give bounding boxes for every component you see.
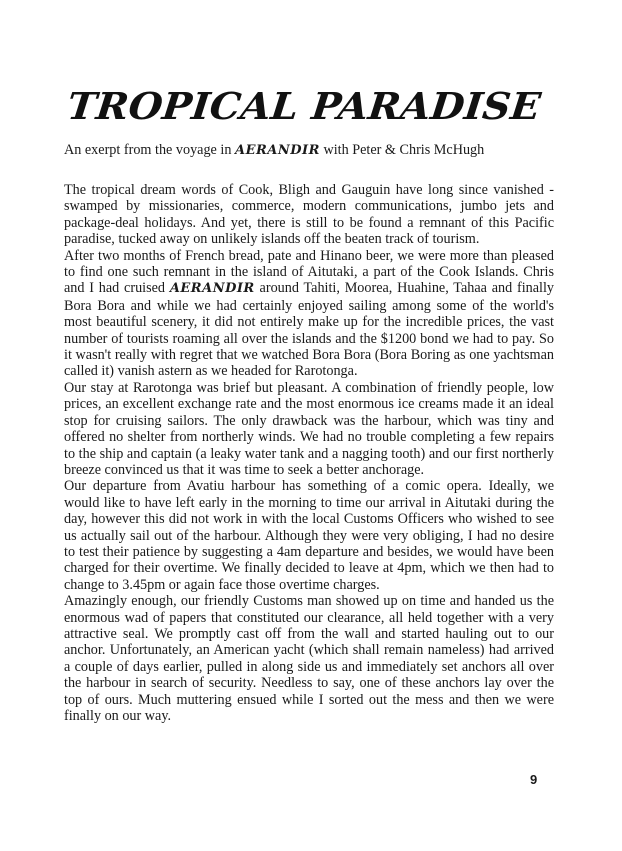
paragraph-text: Our stay at Rarotonga was brief but pleasant. A combination of friendly people, low prices, an excellent exchange rate and the most enormous ice creams made it an ideal stop for cruising sailors. The only drawback was the harbour, which was tiny and offered no shelter from northerly winds. We had no trouble completing a few repairs to the ship and captain (a leaky water tank and a nagging tooth) and our first northerly breeze convinced us that it was time to seek a better anchorage. <box>64 379 554 478</box>
paragraph-4 <box>64 478 554 593</box>
paragraph-5 <box>64 593 554 724</box>
article-title: TROPICAL PARADISE <box>65 84 543 128</box>
paragraph-1 <box>64 182 554 248</box>
paragraph-text: Our departure from Avatiu harbour has something of a comic opera. Ideally, we would like to have left early in the morning to time our arrival in Aitutaki during the day, however this did not work in with the local Customs Officers who wished to see us actually sail out of the harbour. Although they were very obliging, I had no desire to test their patience by suggesting a 4am departure and besides, we would have been charged for their overtime. We finally decided to leave at 4pm, which we then had to change to 3.45pm or again face those overtime charges. <box>64 478 554 593</box>
paragraph-3 <box>64 380 554 478</box>
paragraph-2 <box>64 248 554 380</box>
paragraph-text: Amazingly enough, our friendly Customs man showed up on time and handed us the enormous wad of papers that constituted our clearance, all held together with a very attractive seal. We promptly cast off from the wall and started hauling out to our anchor. Unfortunately, an American yacht (which shall remain nameless) had arrived a couple of days earlier, pulled in along side us and immediately set anchors all over the harbour in search of security. Needless to say, one of these anchors lay over the top of ours. Much muttering ensued while I sorted out the mess and then we were finally on our way. <box>64 593 554 724</box>
subtitle-ship-name: AERANDIR <box>234 143 320 158</box>
page-number: 9 <box>530 772 538 787</box>
paragraph-text: After two months of French bread, pate and Hinano beer, we were more than pleased to find one such remnant in the island of Aitutaki, a part of the Cook Islands. Chris and I had cruised <box>64 247 554 297</box>
subtitle-prefix: An exerpt from the voyage in <box>64 142 232 158</box>
article-body <box>64 182 554 724</box>
paragraph-text: The tropical dream words of Cook, Bligh and Gauguin have long since vanished - swamped by missionaries, commerce, modern communications, jumbo jets and package-deal holidays. And yet, there is still to be found a remnant of this Pacific paradise, tucked away on unlikely islands off the beaten track of tourism. <box>64 182 554 248</box>
article-subtitle <box>64 142 484 159</box>
inline-ship-name: AERANDIR <box>169 281 255 297</box>
subtitle-suffix: with Peter & Chris McHugh <box>323 142 485 158</box>
paragraph-text: around Tahiti, Moorea, Huahine, Tahaa and finally Bora Bora and while we had certainly enjoyed sailing among some of the world's most beautiful scenery, it did not entirely make up for the incredible prices, the vast number of tourists roaming all over the islands and the $1200 bond we had to pay. So it wasn't really with regret that we watched Bora Bora (Bora Boring as one yachtsman called it) vanish astern as we headed for Rarotonga. <box>64 280 555 380</box>
